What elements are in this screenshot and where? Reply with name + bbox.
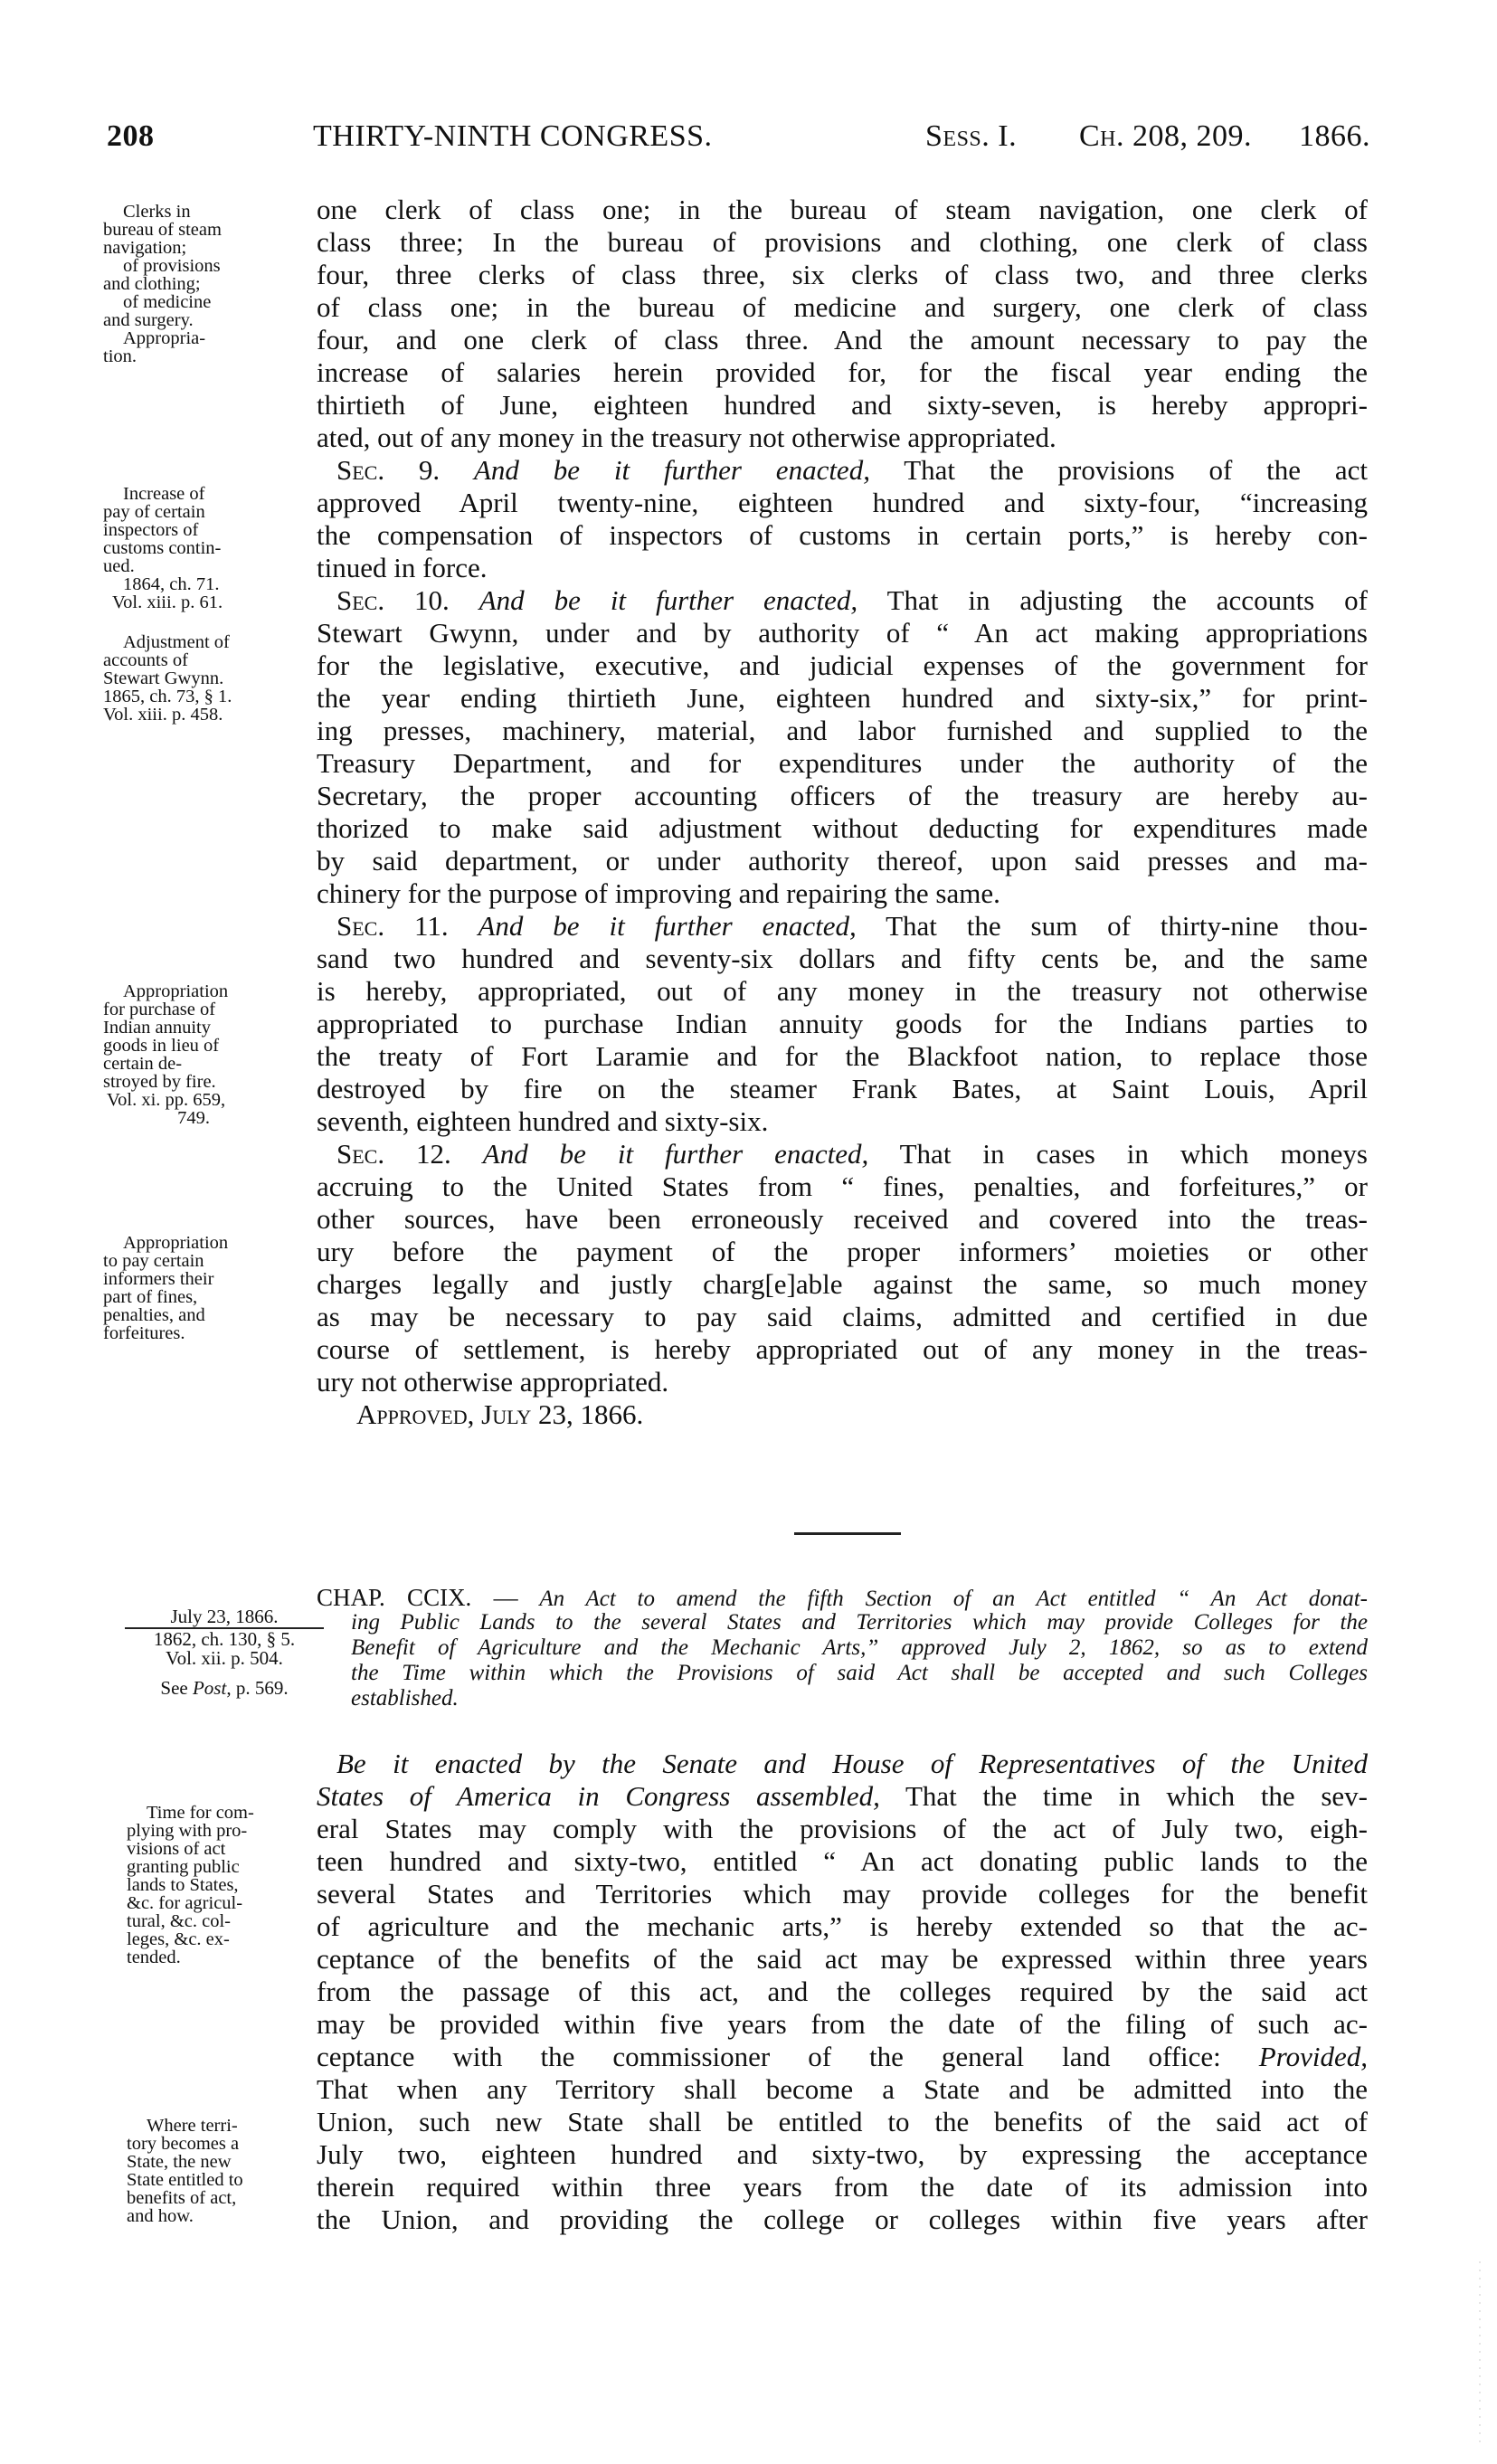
see-suffix: , p. 569. bbox=[226, 1677, 289, 1699]
margin-line: customs contin- bbox=[103, 538, 222, 558]
section-label: Sec. 11. bbox=[336, 910, 449, 942]
enacting-words: And be it further enacted, bbox=[478, 910, 857, 942]
body-line: other sources, have been erroneously received and covered into the treas- bbox=[317, 1203, 1368, 1235]
body-line: the Union, and providing the college or colleges within five years after bbox=[317, 2203, 1368, 2235]
section-text: That the sum of thirty-nine thou- bbox=[886, 910, 1368, 942]
margin-note-adjustment bbox=[103, 633, 311, 724]
running-head bbox=[107, 119, 1373, 163]
margin-line: of provisions bbox=[123, 256, 221, 276]
body-line: Stewart Gwynn, under and by authority of “ An act making appropriations bbox=[317, 617, 1368, 649]
margin-line: Stewart Gwynn. bbox=[103, 668, 224, 688]
body-line: of agriculture and the mechanic arts,” is hereby extended so that the ac- bbox=[317, 1910, 1368, 1942]
body-line: Secretary, the proper accounting officers of the treasury are hereby au- bbox=[317, 780, 1368, 811]
section-9-first-line bbox=[317, 454, 1368, 487]
scan-edge-noise bbox=[1479, 2261, 1481, 2442]
body-line: as may be necessary to pay said claims, admitted and certified in due bbox=[317, 1301, 1368, 1332]
body-line: from the passage of this act, and the colleges required by the said act bbox=[317, 1976, 1368, 2007]
margin-line: Indian annuity bbox=[103, 1018, 211, 1038]
margin-line: tory becomes a bbox=[127, 2134, 240, 2154]
enacting-words: And be it further enacted, bbox=[478, 584, 858, 616]
margin-line: part of fines, bbox=[103, 1287, 198, 1307]
margin-line: Appropriation bbox=[123, 1233, 229, 1253]
margin-line: Clerks in bbox=[123, 202, 191, 222]
body-line: July two, eighteen hundred and sixty-two, by expressing the acceptance bbox=[317, 2138, 1368, 2170]
body-line: thorized to make said adjustment without deducting for expenditures made bbox=[317, 812, 1368, 844]
margin-line: pay of certain bbox=[103, 502, 205, 522]
margin-line: granting public bbox=[127, 1857, 240, 1877]
margin-line: Adjustment of bbox=[123, 632, 230, 652]
body-line: of class one; in the bureau of medicine and surgery, one clerk of class bbox=[317, 291, 1368, 323]
body-line: ceptance of the benefits of the said act may be expressed within three years bbox=[317, 1943, 1368, 1975]
margin-line: and clothing; bbox=[103, 274, 201, 294]
body-line: four, three clerks of class three, six clerks of class two, and three clerks bbox=[317, 259, 1368, 290]
see-prefix: See bbox=[160, 1677, 193, 1699]
margin-line: navigation; bbox=[103, 238, 187, 258]
body-line: sand two hundred and seventy-six dollars and fifty cents be, and the same bbox=[317, 943, 1368, 974]
margin-line: tion. bbox=[103, 346, 137, 366]
body-line: is hereby, appropriated, out of any money in the treasury not otherwise bbox=[317, 975, 1368, 1007]
margin-line: Appropriation bbox=[123, 981, 229, 1001]
margin-line: forfeitures. bbox=[103, 1323, 185, 1343]
chapter-label: CHAP. CCIX. — bbox=[317, 1584, 518, 1611]
margin-line: Vol. xi. pp. 659, bbox=[107, 1090, 226, 1110]
chapter-title-line: Benefit of Agriculture and the Mechanic Arts,” approved July 2, 1862, so as to extend bbox=[351, 1635, 1368, 1660]
margin-line: tural, &c. col- bbox=[127, 1911, 231, 1931]
chapter-209-margin bbox=[125, 1606, 324, 1698]
enacting-words: And be it further enacted, bbox=[482, 1138, 869, 1170]
volume-reference: Vol. xii. p. 504. bbox=[166, 1647, 283, 1669]
body-line: course of settlement, is hereby appropriated out of any money in the treas- bbox=[317, 1333, 1368, 1365]
margin-line: &c. for agricul- bbox=[127, 1893, 243, 1913]
chapter-title-line: the Time within which the Provisions of said Act shall be accepted and such Colleges bbox=[351, 1661, 1368, 1685]
margin-line: lands to States, bbox=[127, 1875, 239, 1895]
enacting-words: And be it further enacted, bbox=[474, 454, 870, 486]
body-line: the year ending thirtieth June, eighteen hundred and sixty-six,” for print- bbox=[317, 682, 1368, 714]
body-line: charges legally and justly charg[e]able against the same, so much money bbox=[317, 1268, 1368, 1300]
approved-date: Approved, July 23, 1866. bbox=[356, 1398, 644, 1430]
section-11-first-line bbox=[317, 910, 1368, 943]
margin-line: plying with pro- bbox=[127, 1821, 248, 1841]
body-line: Treasury Department, and for expenditures under the authority of the bbox=[317, 747, 1368, 779]
body-line: therein required within three years from the date of its admission into bbox=[317, 2171, 1368, 2203]
margin-note-territory bbox=[127, 2117, 308, 2225]
margin-line: 1864, ch. 71. bbox=[123, 574, 220, 594]
year-label: 1866. bbox=[1299, 119, 1370, 153]
body-line: several States and Territories which may provide colleges for the benefit bbox=[317, 1878, 1368, 1910]
margin-note-time-extended bbox=[127, 1804, 308, 1966]
body-line: ury not otherwise appropriated. bbox=[317, 1366, 669, 1398]
enacting-clause: Be it enacted by the Senate and House of Representatives of the United bbox=[336, 1748, 1368, 1779]
margin-note-clerks bbox=[103, 203, 311, 365]
body-line: the compensation of inspectors of customs in certain ports,” is hereby con- bbox=[317, 519, 1368, 551]
body-line: teen hundred and sixty-two, entitled “ An act donating public lands to the bbox=[317, 1845, 1368, 1877]
body-line: increase of salaries herein provided for, for the fiscal year ending the bbox=[317, 356, 1368, 388]
margin-line: visions of act bbox=[127, 1839, 226, 1859]
margin-line: penalties, and bbox=[103, 1305, 205, 1325]
margin-line: goods in lieu of bbox=[103, 1036, 220, 1056]
section-text: That in adjusting the accounts of bbox=[886, 584, 1369, 616]
margin-note-informers bbox=[103, 1234, 311, 1342]
chapter-title-first-line bbox=[317, 1585, 1368, 1610]
margin-line: Where terri- bbox=[147, 2116, 238, 2136]
margin-line: 749. bbox=[177, 1108, 210, 1128]
body-line: appropriated to purchase Indian annuity goods for the Indians parties to bbox=[317, 1008, 1368, 1039]
body-line: ated, out of any money in the treasury not otherwise appropriated. bbox=[317, 422, 1056, 453]
margin-line: certain de- bbox=[103, 1054, 183, 1074]
body-line: tinued in force. bbox=[317, 552, 488, 583]
margin-line: accounts of bbox=[103, 650, 188, 670]
body-line: four, and one clerk of class three. And the amount necessary to pay the bbox=[317, 324, 1368, 355]
section-label: Sec. 10. bbox=[336, 584, 450, 616]
section-label: Sec. 9. bbox=[336, 454, 441, 486]
margin-note-increase bbox=[103, 485, 311, 611]
margin-line: Vol. xiii. p. 61. bbox=[112, 592, 223, 612]
body-line: by said department, or under authority thereof, upon said presses and ma- bbox=[317, 845, 1368, 877]
congress-title: THIRTY-NINTH CONGRESS. bbox=[313, 119, 713, 153]
margin-line: Vol. xiii. p. 458. bbox=[103, 705, 223, 725]
body-line-with-proviso bbox=[317, 2041, 1368, 2073]
section-text: That in cases in which moneys bbox=[899, 1138, 1368, 1170]
chapter-title-text: An Act to amend the fifth Section of an Act entitled “ An Act donat- bbox=[539, 1587, 1368, 1611]
section-10-first-line bbox=[317, 584, 1368, 617]
session-label: Sess. I. bbox=[925, 119, 1018, 153]
chapter-date: July 23, 1866. bbox=[125, 1606, 324, 1629]
margin-line: of medicine bbox=[123, 292, 212, 312]
section-divider-rule bbox=[794, 1532, 901, 1535]
proviso-word: Provided, bbox=[1258, 2041, 1368, 2072]
body-line: eral States may comply with the provisions of the act of July two, eigh- bbox=[317, 1813, 1368, 1844]
body-line: chinery for the purpose of improving and repairing the same. bbox=[317, 877, 1000, 909]
statute-reference: 1862, ch. 130, § 5. bbox=[153, 1628, 296, 1650]
see-post-italic: Post bbox=[192, 1677, 227, 1699]
body-line: for the legislative, executive, and judicial expenses of the government for bbox=[317, 649, 1368, 681]
body-line: destroyed by fire on the steamer Frank Bates, at Saint Louis, April bbox=[317, 1073, 1368, 1104]
body-text: ceptance with the commissioner of the general land office: bbox=[317, 2041, 1221, 2072]
margin-line: leges, &c. ex- bbox=[127, 1929, 230, 1949]
margin-line: informers their bbox=[103, 1269, 214, 1289]
body-line: one clerk of class one; in the bureau of steam navigation, one clerk of bbox=[317, 194, 1368, 225]
enacting-clause-italic: States of America in Congress assembled, bbox=[317, 1780, 880, 1812]
margin-line: Appropria- bbox=[123, 328, 206, 348]
body-line: seventh, eighteen hundred and sixty-six. bbox=[317, 1105, 769, 1137]
margin-line: ued. bbox=[103, 556, 135, 576]
chapter-title-line: established. bbox=[351, 1686, 459, 1711]
body-line: ury before the payment of the proper informers’ moieties or other bbox=[317, 1236, 1368, 1267]
margin-line: State entitled to bbox=[127, 2170, 243, 2190]
section-text: That the provisions of the act bbox=[904, 454, 1368, 486]
body-line: Union, such new State shall be entitled to the benefits of the said act of bbox=[317, 2106, 1368, 2137]
margin-line: and surgery. bbox=[103, 310, 194, 330]
body-line: That when any Territory shall become a State and be admitted into the bbox=[317, 2073, 1368, 2105]
margin-line: for purchase of bbox=[103, 1000, 216, 1019]
margin-line: State, the new bbox=[127, 2152, 232, 2172]
margin-note-indian-goods bbox=[103, 982, 311, 1127]
margin-line: and how. bbox=[127, 2206, 194, 2226]
body-line: may be provided within five years from the date of the filing of such ac- bbox=[317, 2008, 1368, 2040]
page-number: 208 bbox=[107, 119, 155, 153]
body-line: accruing to the United States from “ fines, penalties, and forfeitures,” or bbox=[317, 1170, 1368, 1202]
body-line: ing presses, machinery, material, and labor furnished and supplied to the bbox=[317, 715, 1368, 746]
section-12-first-line bbox=[317, 1138, 1368, 1170]
margin-line: Time for com- bbox=[147, 1803, 254, 1823]
margin-line: benefits of act, bbox=[127, 2188, 237, 2208]
margin-line: to pay certain bbox=[103, 1251, 204, 1271]
margin-line: 1865, ch. 73, § 1. bbox=[103, 687, 232, 706]
body-line: the treaty of Fort Laramie and for the Blackfoot nation, to replace those bbox=[317, 1040, 1368, 1072]
margin-line: stroyed by fire. bbox=[103, 1072, 216, 1092]
enacting-clause-rest: That the time in which the sev- bbox=[905, 1780, 1368, 1812]
enacting-clause-line-2 bbox=[317, 1780, 1368, 1813]
margin-line: bureau of steam bbox=[103, 220, 222, 240]
margin-line: Increase of bbox=[123, 484, 205, 504]
chapter-range: Ch. 208, 209. bbox=[1079, 119, 1253, 153]
margin-line: inspectors of bbox=[103, 520, 199, 540]
margin-line: tended. bbox=[127, 1948, 181, 1967]
see-post-reference bbox=[125, 1678, 324, 1698]
body-line: thirtieth of June, eighteen hundred and sixty-seven, is hereby appropri- bbox=[317, 389, 1368, 421]
section-label: Sec. 12. bbox=[336, 1138, 451, 1170]
body-line: approved April twenty-nine, eighteen hundred and sixty-four, “increasing bbox=[317, 487, 1368, 518]
body-line: class three; In the bureau of provisions and clothing, one clerk of class bbox=[317, 226, 1368, 258]
chapter-title-line: ing Public Lands to the several States and Territories which may provide Colleges for the bbox=[351, 1610, 1368, 1635]
